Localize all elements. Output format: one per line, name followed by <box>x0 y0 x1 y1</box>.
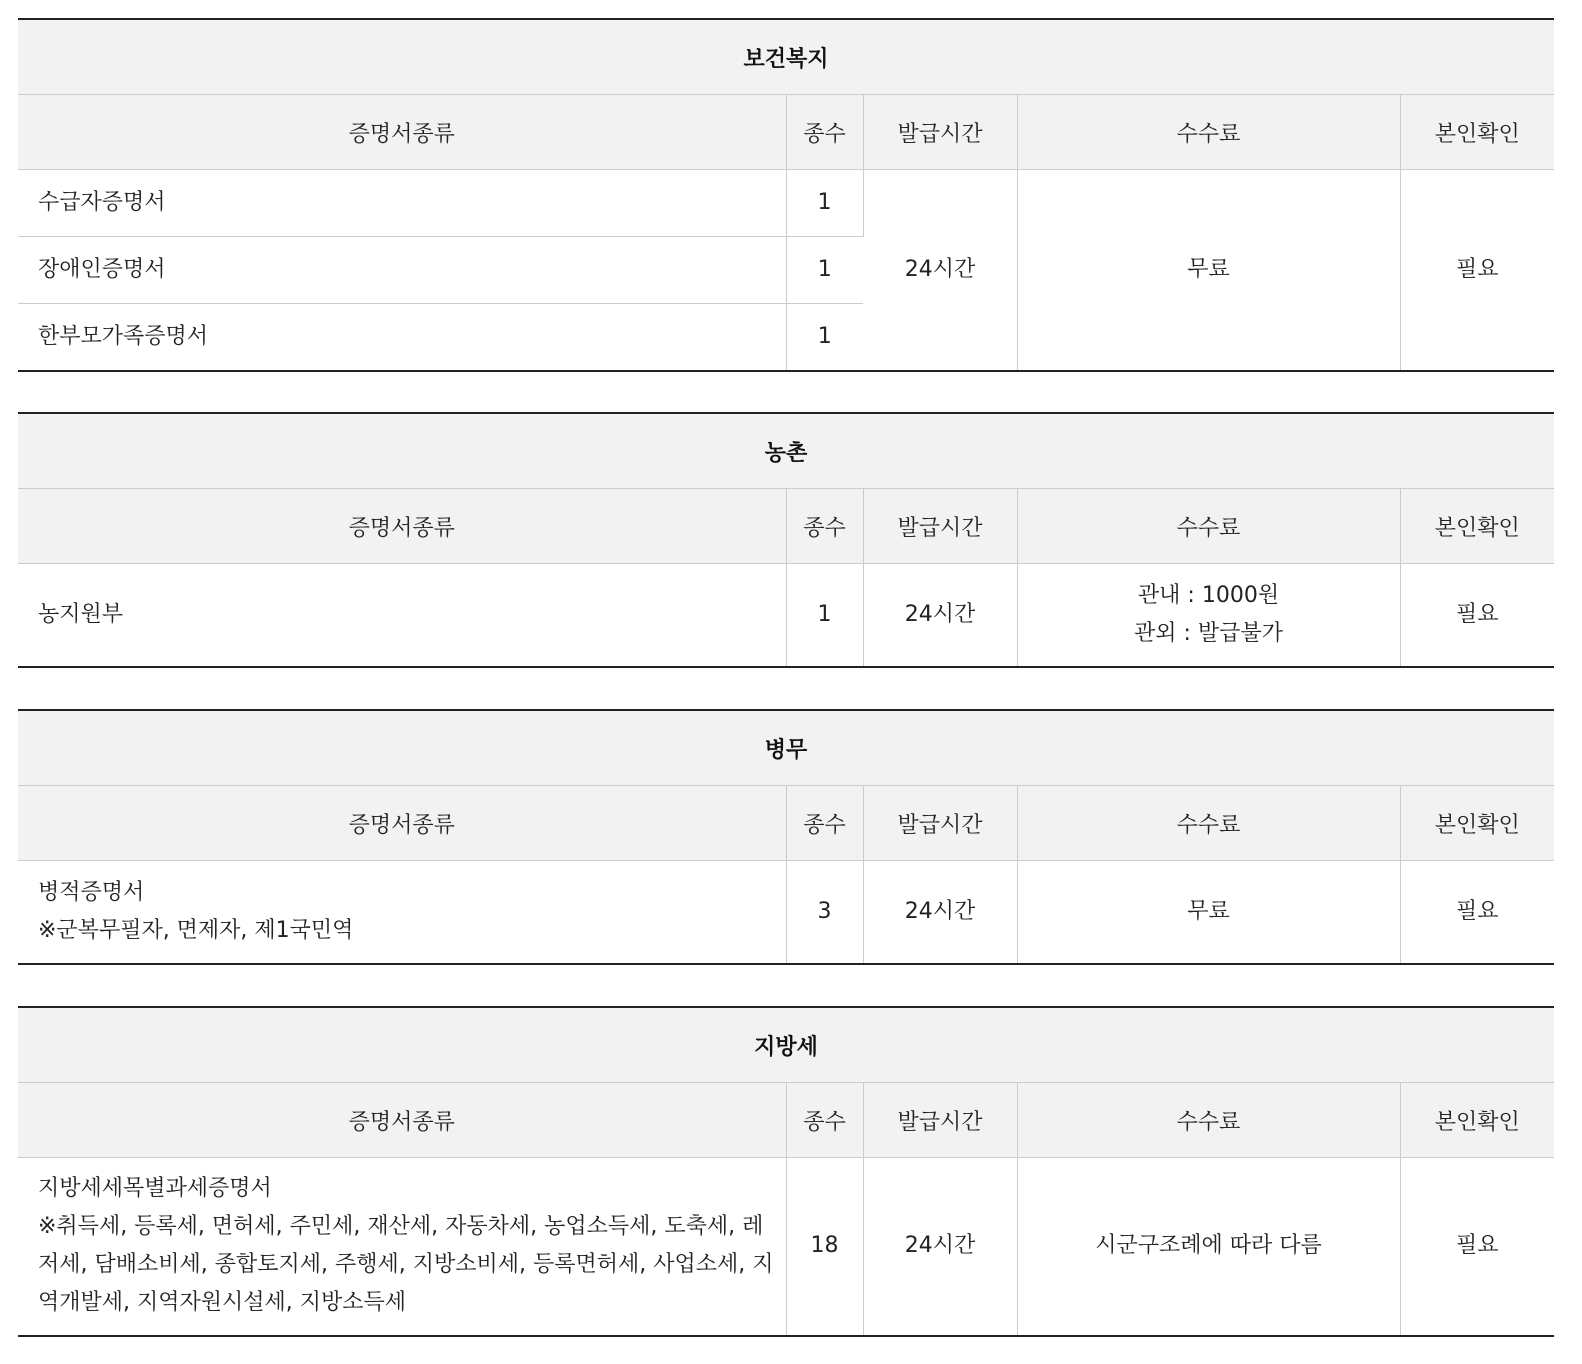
certificate-name: 수급자증명서 <box>18 170 786 237</box>
header-certificate-type: 증명서종류 <box>18 95 786 170</box>
table-row <box>18 861 1554 964</box>
certificate-count: 3 <box>786 861 863 964</box>
header-issue-time: 발급시간 <box>863 1083 1017 1158</box>
section-title: 병무 <box>18 710 1554 786</box>
certificate-name: 한부모가족증명서 <box>18 304 786 371</box>
certificate-count: 1 <box>786 564 863 667</box>
section-table-health-welfare <box>18 18 1554 372</box>
issue-time: 24시간 <box>863 170 1017 371</box>
certificate-note: ※군복무필자, 면제자, 제1국민역 <box>38 917 354 943</box>
certificate-name-cell <box>18 861 786 964</box>
section-title: 지방세 <box>18 1007 1554 1083</box>
header-count: 종수 <box>786 786 863 861</box>
certificate-name: 병적증명서 <box>38 879 145 905</box>
section-title: 농촌 <box>18 413 1554 489</box>
header-fee: 수수료 <box>1017 489 1400 564</box>
issue-time: 24시간 <box>863 861 1017 964</box>
header-count: 종수 <box>786 1083 863 1158</box>
fee: 시군구조례에 따라 다름 <box>1017 1158 1400 1336</box>
header-fee: 수수료 <box>1017 786 1400 861</box>
table-row <box>18 564 1554 667</box>
section-table-military <box>18 709 1554 965</box>
header-id-check: 본인확인 <box>1400 786 1554 861</box>
issue-time: 24시간 <box>863 564 1017 667</box>
fee-out-of-jurisdiction: 관외 : 발급불가 <box>1134 620 1283 646</box>
section-title: 보건복지 <box>18 19 1554 95</box>
header-id-check: 본인확인 <box>1400 95 1554 170</box>
certificate-name: 장애인증명서 <box>18 237 786 304</box>
fee: 무료 <box>1017 861 1400 964</box>
certificate-note: ※취득세, 등록세, 면허세, 주민세, 재산세, 자동차세, 농업소득세, 도축세, 레저세, 담배소비세, 종합토지세, 주행세, 지방소비세, 등록면허세, 사업소세, 지역개발세, 지역자원시설세, 지방소득세 <box>38 1214 774 1316</box>
section-table-rural <box>18 412 1554 668</box>
header-fee: 수수료 <box>1017 95 1400 170</box>
header-id-check: 본인확인 <box>1400 1083 1554 1158</box>
table-row <box>18 1158 1554 1336</box>
id-check: 필요 <box>1400 861 1554 964</box>
header-certificate-type: 증명서종류 <box>18 1083 786 1158</box>
header-certificate-type: 증명서종류 <box>18 786 786 861</box>
certificate-name-cell <box>18 1158 786 1336</box>
fee: 무료 <box>1017 170 1400 371</box>
header-count: 종수 <box>786 489 863 564</box>
certificate-name: 지방세세목별과세증명서 <box>38 1176 272 1202</box>
certificate-count: 1 <box>786 304 863 371</box>
id-check: 필요 <box>1400 564 1554 667</box>
certificate-count: 18 <box>786 1158 863 1336</box>
header-id-check: 본인확인 <box>1400 489 1554 564</box>
header-count: 종수 <box>786 95 863 170</box>
fee <box>1017 564 1400 667</box>
certificate-count: 1 <box>786 170 863 237</box>
id-check: 필요 <box>1400 1158 1554 1336</box>
header-issue-time: 발급시간 <box>863 786 1017 861</box>
issue-time: 24시간 <box>863 1158 1017 1336</box>
header-issue-time: 발급시간 <box>863 95 1017 170</box>
header-certificate-type: 증명서종류 <box>18 489 786 564</box>
section-table-local-tax <box>18 1006 1554 1337</box>
header-issue-time: 발급시간 <box>863 489 1017 564</box>
fee-in-jurisdiction: 관내 : 1000원 <box>1137 582 1280 608</box>
header-fee: 수수료 <box>1017 1083 1400 1158</box>
certificate-count: 1 <box>786 237 863 304</box>
certificate-name: 농지원부 <box>18 564 786 667</box>
id-check: 필요 <box>1400 170 1554 371</box>
table-row <box>18 170 1554 237</box>
